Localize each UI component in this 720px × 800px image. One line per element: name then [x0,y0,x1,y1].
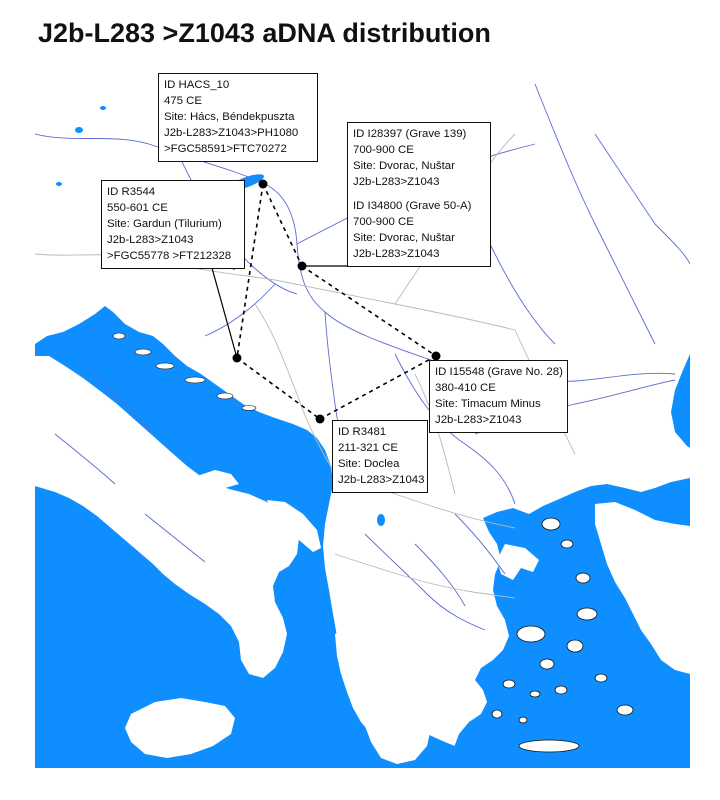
label-line: ID R3481 [338,426,387,438]
label-dvorac-nustar [347,122,491,267]
label-line: J2b-L283>Z1043 [353,248,440,260]
label-r3481 [332,420,428,493]
label-line: 475 CE [164,95,202,107]
label-r3544 [101,180,245,269]
label-spacer [353,190,485,198]
label-line: 700-900 CE [353,216,414,228]
label-line: J2b-L283>Z1043 [338,474,425,486]
label-line: J2b-L283>Z1043>PH1080 [164,127,299,139]
marker-gardun [233,354,242,363]
map-title: J2b-L283 >Z1043 aDNA distribution [38,18,491,48]
label-line: Site: Dvorac, Nuštar [353,160,455,172]
label-line: >FGC58591>FTC70272 [164,143,287,155]
label-hacs-10 [158,73,318,162]
label-line: 550-601 CE [107,202,168,214]
label-line: ID HACS_10 [164,79,230,91]
label-line: ID I28397 (Grave 139) [353,128,467,140]
marker-dvorac [298,262,307,271]
label-line: J2b-L283>Z1043 [435,414,522,426]
label-line: J2b-L283>Z1043 [353,176,440,188]
label-line: 211-321 CE [338,442,398,454]
label-i15548 [429,360,568,433]
label-line: J2b-L283>Z1043 [107,234,194,246]
label-line: Site: Timacum Minus [435,398,541,410]
label-line: 380-410 CE [435,382,496,394]
label-line: Site: Hács, Béndekpuszta [164,111,295,123]
marker-hacs [259,180,268,189]
label-line: ID R3544 [107,186,156,198]
label-line: Site: Dvorac, Nuštar [353,232,455,244]
label-line: ID I15548 (Grave No. 28) [435,366,563,378]
label-line: 700-900 CE [353,144,414,156]
label-line: ID I34800 (Grave 50-A) [353,200,472,212]
label-line: >FGC55778 >FT212328 [107,250,232,262]
label-line: Site: Gardun (Tilurium) [107,218,222,230]
marker-doclea [316,415,325,424]
label-line: Site: Doclea [338,458,400,470]
